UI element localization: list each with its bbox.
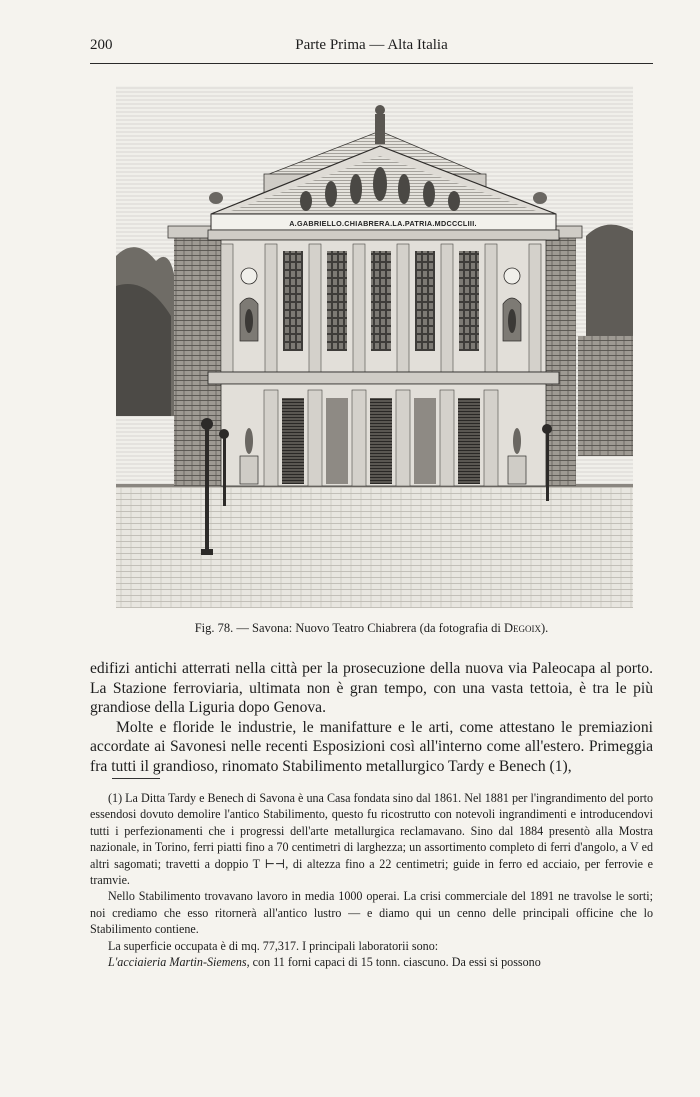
caption-prefix: Fig. 78. — Savona: Nuovo Teatro Chiabrera (da fotografia di — [194, 621, 504, 635]
body-text — [90, 659, 653, 777]
running-title: Parte Prima — Alta Italia — [295, 37, 448, 53]
frieze-inscription: A.GABRIELLO.CHIABRERA.LA.PATRIA.MDCCCLIII. — [289, 219, 477, 228]
footnote-4-rest: con 11 forni capaci di 15 tonn. ciascuno. Da essi si possono — [249, 955, 541, 970]
caption-credit: Degoix — [503, 621, 541, 635]
footnote-4 — [90, 954, 653, 970]
page-number: 200 — [90, 37, 113, 53]
theatre-illustration — [116, 86, 633, 608]
footnote-2: Nello Stabilimento trovavano lavoro in media 1000 operai. La crisi commerciale del 1891 ne travolse le sorti; noi crediamo che esso ritornerà all'antico lustro — e diamo qui un cenno delle principali officine che lo Stabilimento contiene. — [90, 889, 653, 937]
footnote-4-italic: L'acciaieria Martin-Siemens, — [108, 955, 250, 970]
caption-suffix: ). — [540, 621, 549, 635]
paragraph-1: edifizi antichi atterrati nella città per la prosecuzione della nuova via Paleocapa al porto. La Stazione ferroviaria, ultimata non è gran tempo, con una vasta tettoia, è tra le più grandiose della Liguria dopo Genova. — [90, 660, 653, 717]
paragraph-2: Molte e floride le industrie, le manifatture e le arti, come attestano le premiazioni accordate ai Savonesi nelle recenti Esposizioni così all'interno come all'estero. Primeggia fra tutti il grandioso, rinomato Stabilimento metallurgico Tardy e Benech (1), — [90, 718, 653, 775]
footnote-rule — [112, 778, 160, 779]
figure-caption — [90, 621, 653, 636]
footnote-1: (1) La Ditta Tardy e Benech di Savona è una Casa fondata sino dal 1861. Nel 1881 per l'ingrandimento del porto essendosi dovuto demolire l'antico Stabilimento, questo fu ricostrutto con notevoli ingrandimenti e introducendovi tutti i perfezionamenti che i progressi dell'arte metallurgica reclamavano. Sino dal 1884 presentò alla Mostra nazionale, in Torino, ferri piatti fino a 70 centimetri di larghezza; un assortimento completo di ferri d'angolo, a V ed altri sagomati; travetti a doppio T ⊢⊣, di altezza fino a 22 centimetri; guide in ferro ed acciaio, per ferrovie e tramvie. — [90, 791, 653, 888]
theatre-engraving — [116, 86, 633, 608]
header-rule — [90, 63, 653, 64]
footnotes — [90, 790, 653, 970]
page-header — [90, 37, 653, 59]
footnote-3: La superficie occupata è di mq. 77,317. I principali laboratorii sono: — [108, 938, 439, 953]
